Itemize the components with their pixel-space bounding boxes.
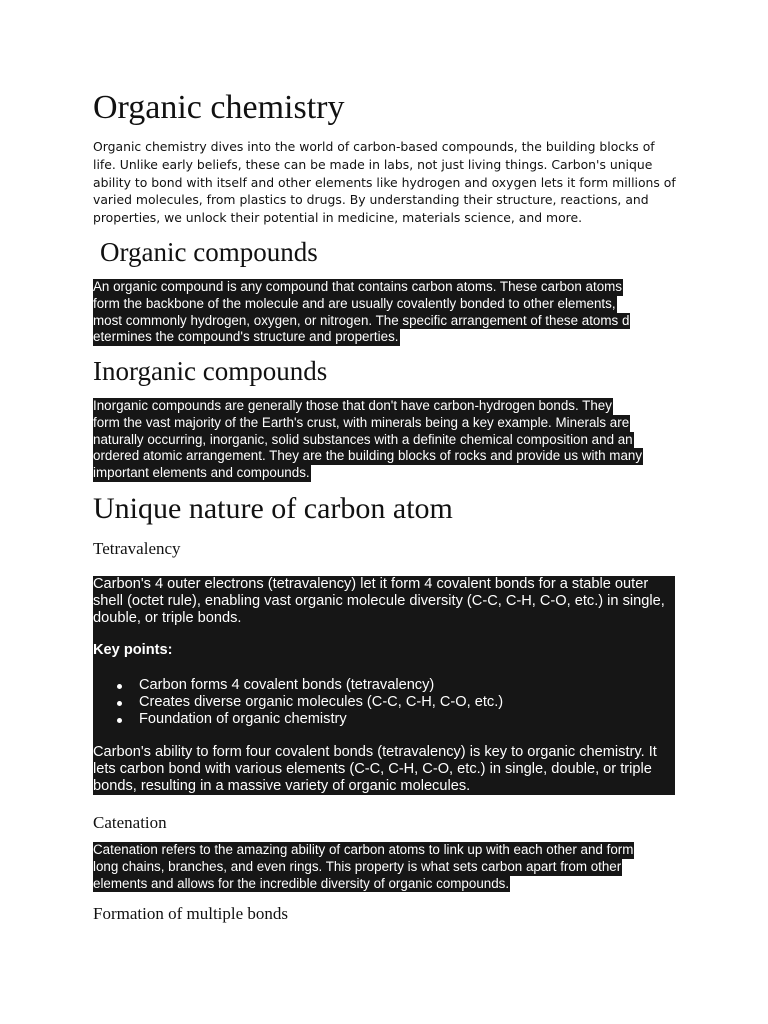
bullet-icon: [117, 684, 122, 689]
text-line: long chains, branches, and even rings. This property is what sets carbon apart from other: [93, 858, 622, 874]
text-line: ordered atomic arrangement. They are the building blocks of rocks and provide us with many: [93, 448, 643, 464]
key-points-list: [93, 677, 503, 728]
list-item: [93, 677, 503, 694]
text-line: elements and allows for the incredible diversity of organic compounds.: [93, 875, 510, 891]
heading-inorganic-compounds: Inorganic compounds: [93, 356, 328, 386]
list-item-text: Creates diverse organic molecules (C-C, C-H, C-O, etc.): [139, 694, 504, 710]
text-line: Inorganic compounds are generally those that don't have carbon-hydrogen bonds. They: [93, 398, 612, 413]
text-line: most commonly hydrogen, oxygen, or nitrogen. The specific arrangement of these atoms d: [93, 312, 630, 328]
list-item-text: Foundation of organic chemistry: [139, 711, 347, 727]
text-line: naturally occurring, inorganic, solid substances with a definite chemical composition and an: [93, 431, 633, 447]
heading-unique-nature-carbon: Unique nature of carbon atom: [93, 492, 453, 525]
tetravalency-block: [93, 576, 675, 795]
document-title: Organic chemistry: [93, 89, 345, 126]
text-line: An organic compound is any compound that contains carbon atoms. These carbon atoms: [93, 279, 622, 294]
heading-catenation: Catenation: [93, 813, 167, 832]
catenation-paragraph: [93, 842, 634, 892]
text-line: Catenation refers to the amazing ability of carbon atoms to link up with each other and form: [93, 842, 634, 857]
list-item: [93, 711, 503, 728]
heading-tetravalency: Tetravalency: [93, 539, 181, 558]
inorganic-compounds-paragraph: [93, 398, 643, 482]
tetravalency-paragraph: Carbon's 4 outer electrons (tetravalency) let it form 4 covalent bonds for a stable outer shell (octet rule), enabling vast organic molecule diversity (C-C, C-H, C-O, etc.) in single, double, or triple bonds.: [93, 576, 665, 626]
text-line: important elements and compounds.: [93, 465, 310, 481]
list-item-text: Carbon forms 4 covalent bonds (tetravalency): [139, 677, 435, 693]
text-line: form the backbone of the molecule and are usually covalently bonded to other elements,: [93, 295, 616, 311]
text-line: form the vast majority of the Earth's crust, with minerals being a key example. Minerals are: [93, 414, 630, 430]
bullet-icon: [117, 718, 122, 723]
bullet-icon: [117, 701, 122, 706]
list-item: [93, 694, 503, 711]
intro-paragraph: Organic chemistry dives into the world of carbon-based compounds, the building blocks of life. Unlike early beliefs, these can be made in labs, not just living things. Carbon's unique ability to bond with itself and other elements like hydrogen and oxygen lets it form millions of varied molecules, from plastics to drugs. By understanding their structure, reactions, and properties, we unlock their potential in medicine, materials science, and more.: [93, 139, 676, 226]
heading-organic-compounds: Organic compounds: [100, 237, 318, 267]
text-line: etermines the compound's structure and properties.: [93, 329, 399, 345]
organic-compounds-paragraph: [93, 279, 630, 346]
tetravalency-summary-paragraph: Carbon's ability to form four covalent bonds (tetravalency) is key to organic chemistry. It lets carbon bond with various elements (C-C, C-H, C-O, etc.) in single, double, or triple bonds, resulting in a massive variety of organic molecules.: [93, 744, 657, 794]
heading-multiple-bonds: Formation of multiple bonds: [93, 904, 289, 923]
key-points-label: Key points:: [93, 642, 173, 658]
